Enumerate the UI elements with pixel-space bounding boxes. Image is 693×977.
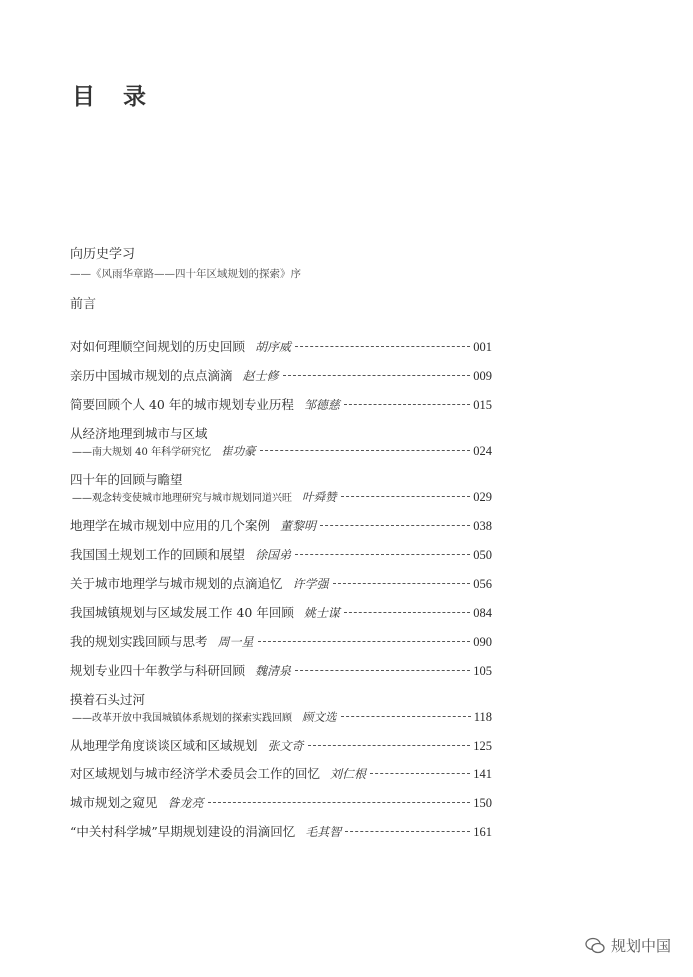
- dot-leader: [308, 745, 471, 746]
- toc-entry-title: 简要回顾个人 40 年的城市规划专业历程: [70, 397, 294, 412]
- toc-entry-author: 董黎明: [280, 519, 317, 533]
- toc-entry-page: 150: [473, 796, 492, 810]
- toc-entry-title: 我的规划实践回顾与思考: [70, 634, 208, 649]
- toc-entry-row: [70, 632, 492, 652]
- front-matter-title: 向历史学习: [70, 247, 136, 262]
- toc-entry-row: [70, 603, 492, 623]
- toc-entry-author: 徐国弟: [255, 548, 292, 562]
- toc-entry-author: 邹德慈: [303, 398, 340, 412]
- toc-entry-title: 从地理学角度谈谈区域和区域规划: [70, 738, 258, 753]
- toc-entry-page: 009: [473, 369, 492, 383]
- toc-entry-author: 周一星: [217, 635, 254, 649]
- toc-entry[interactable]: [70, 632, 492, 652]
- toc-entry-page: 001: [473, 340, 492, 354]
- toc-entry[interactable]: [70, 366, 492, 386]
- toc-entry-title: 我国国土规划工作的回顾和展望: [70, 547, 246, 562]
- toc-entry-row: [70, 366, 492, 386]
- toc-entry-row: [70, 764, 492, 784]
- toc-entry[interactable]: [70, 822, 492, 842]
- toc-entry[interactable]: [70, 470, 492, 509]
- page-title: 目 录: [72, 83, 157, 110]
- toc-entry-row: [70, 337, 492, 357]
- toc-entry[interactable]: [70, 736, 492, 756]
- toc-entry[interactable]: [70, 395, 492, 415]
- toc-entry-row: [70, 395, 492, 415]
- toc-entry-page: 015: [473, 398, 492, 412]
- toc-entry-author: 昝龙亮: [167, 796, 204, 810]
- toc-entry-author: 刘仁根: [330, 767, 367, 781]
- toc-entry-title: 关于城市地理学与城市规划的点滴追忆: [70, 576, 283, 591]
- toc-entry-author: 叶舜赞: [302, 490, 337, 504]
- toc-entry-row: [70, 709, 492, 729]
- dot-leader: [295, 346, 470, 347]
- toc-entry-row: [70, 661, 492, 681]
- toc-entry-page: 050: [473, 548, 492, 562]
- toc-entry[interactable]: [70, 793, 492, 813]
- toc-entry-page: 090: [473, 635, 492, 649]
- dot-leader: [208, 802, 471, 803]
- dot-leader: [341, 716, 471, 717]
- toc-entry[interactable]: [70, 424, 492, 463]
- front-matter-preface: 前言: [70, 297, 97, 312]
- toc-entry-title: 对如何理顺空间规划的历史回顾: [70, 339, 246, 354]
- toc-entry-title: 亲历中国城市规划的点点滴滴: [70, 368, 233, 383]
- toc-entry[interactable]: [70, 516, 492, 536]
- dot-leader: [260, 450, 471, 451]
- toc-entry-title: ——观念转变使城市地理研究与城市规划同道兴旺: [72, 493, 292, 504]
- toc-entry-author: 张文奇: [267, 739, 304, 753]
- chat-bubble-icon: [585, 937, 605, 955]
- toc-entry-page: 084: [473, 606, 492, 620]
- toc-entry-author: 崔功豪: [221, 444, 256, 458]
- dot-leader: [344, 404, 470, 405]
- toc-entry-title: 城市规划之窥见: [70, 795, 158, 810]
- watermark-text: 规划中国: [610, 937, 671, 955]
- dot-leader: [345, 831, 470, 832]
- toc-entry-page: 161: [473, 825, 492, 839]
- dot-leader: [344, 612, 470, 613]
- toc-entry-row: [70, 443, 492, 463]
- toc-entry-page: 029: [473, 490, 492, 504]
- toc-entry-title: 规划专业四十年教学与科研回顾: [70, 663, 246, 678]
- dot-leader: [370, 773, 470, 774]
- dot-leader: [295, 670, 470, 671]
- watermark: [585, 935, 671, 956]
- dot-leader: [320, 525, 470, 526]
- toc-entry-page: 105: [473, 664, 492, 678]
- toc-entry-heading: 从经济地理到城市与区域: [70, 426, 208, 441]
- toc-entry-page: 056: [473, 577, 492, 591]
- toc-entry[interactable]: [70, 574, 492, 594]
- toc-entry[interactable]: [70, 603, 492, 623]
- toc-entry[interactable]: [70, 337, 492, 357]
- toc-entry[interactable]: [70, 690, 492, 729]
- dot-leader: [295, 554, 470, 555]
- toc-entry-row: [70, 736, 492, 756]
- toc-entry-title: “中关村科学城”早期规划建设的涓滴回忆: [70, 824, 296, 839]
- toc-entry[interactable]: [70, 764, 492, 784]
- toc-entry-author: 姚士谋: [303, 606, 340, 620]
- toc-entry-heading: 四十年的回顾与瞻望: [70, 472, 183, 487]
- toc-entry-row: [70, 793, 492, 813]
- toc-entry-title: ——南大规划 40 年科学研究忆: [72, 447, 212, 458]
- dot-leader: [333, 583, 471, 584]
- toc-entry[interactable]: [70, 661, 492, 681]
- toc-entry-author: 魏清泉: [255, 664, 292, 678]
- toc-entry-row: [70, 516, 492, 536]
- toc-entry-author: 胡序威: [255, 340, 292, 354]
- dot-leader: [283, 375, 471, 376]
- toc-entry[interactable]: [70, 545, 492, 565]
- toc-entry-title: 对区域规划与城市经济学术委员会工作的回忆: [70, 766, 321, 781]
- toc-entry-page: 118: [473, 710, 492, 724]
- toc-entry-page: 038: [473, 519, 492, 533]
- toc-entry-title: 地理学在城市规划中应用的几个案例: [70, 518, 271, 533]
- toc-list: [70, 328, 492, 842]
- toc-entry-row: [70, 545, 492, 565]
- dot-leader: [341, 496, 471, 497]
- toc-entry-row: [70, 822, 492, 842]
- toc-entry-author: 许学强: [292, 577, 329, 591]
- toc-entry-title: ——改革开放中我国城镇体系规划的探索实践回顾: [72, 713, 292, 724]
- toc-entry-page: 141: [473, 767, 492, 781]
- toc-entry-author: 毛其智: [305, 825, 342, 839]
- front-matter-subtitle: ——《风雨华章路——四十年区域规划的探索》序: [70, 268, 301, 280]
- toc-entry-row: [70, 574, 492, 594]
- toc-entry-page: 024: [473, 444, 492, 458]
- dot-leader: [258, 641, 471, 642]
- toc-entry-row: [70, 489, 492, 509]
- toc-entry-title: 我国城镇规划与区域发展工作 40 年回顾: [70, 605, 294, 620]
- toc-entry-author: 顾文选: [302, 710, 337, 724]
- toc-entry-page: 125: [473, 739, 492, 753]
- toc-entry-heading: 摸着石头过河: [70, 692, 146, 707]
- toc-entry-author: 赵士修: [242, 369, 279, 383]
